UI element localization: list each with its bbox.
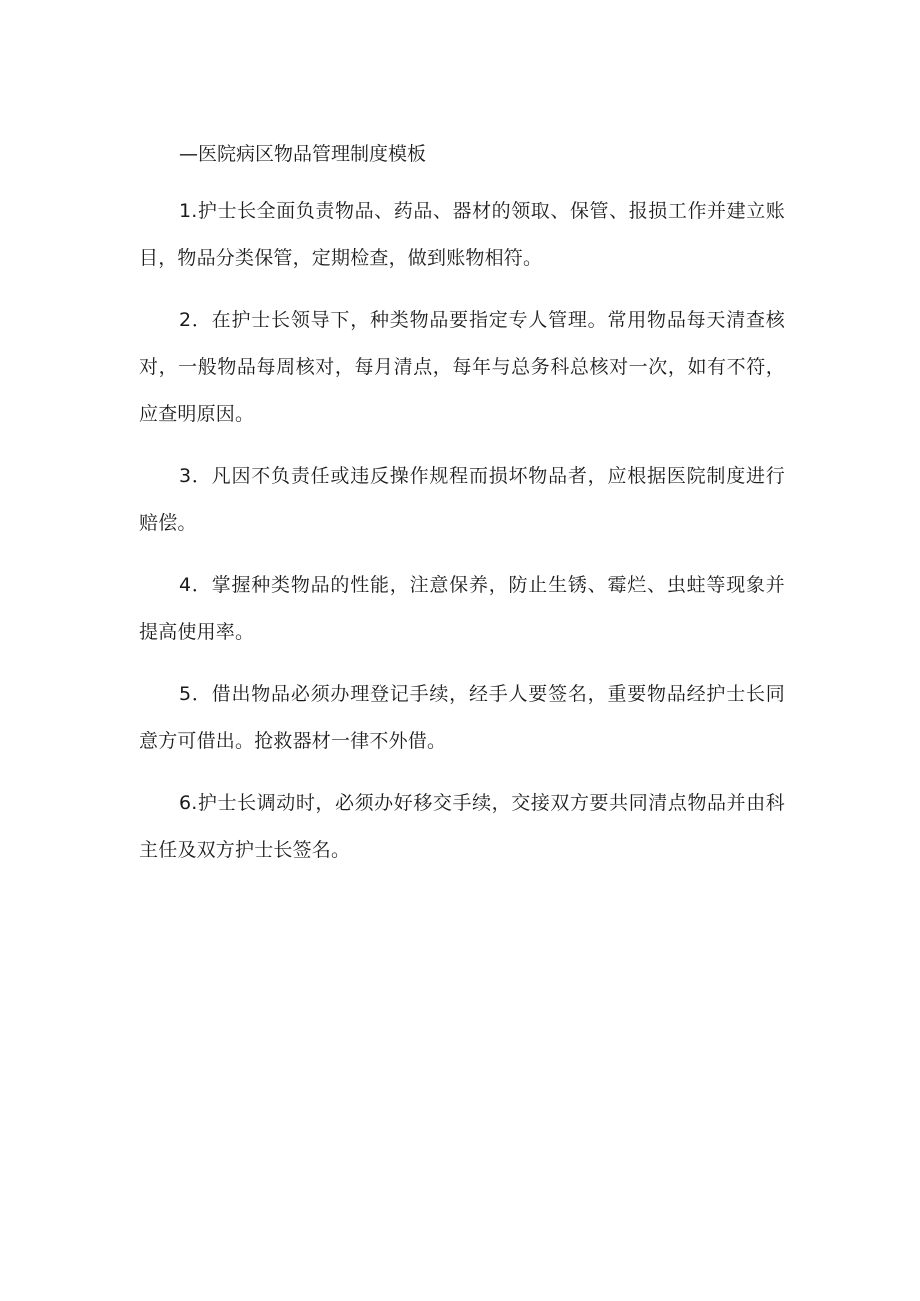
paragraph-6: 6.护士长调动时，必须办好移交手续，交接双方要共同清点物品并由科主任及双方护士长签名。 bbox=[139, 792, 785, 861]
paragraph-5: 5．借出物品必须办理登记手续，经手人要签名，重要物品经护士长同意方可借出。抢救器材一律不外借。 bbox=[139, 683, 785, 752]
paragraph-3: 3．凡因不负责任或违反操作规程而损坏物品者，应根据医院制度进行赔偿。 bbox=[139, 465, 785, 534]
document-body bbox=[139, 136, 785, 889]
paragraph-2: 2．在护士长领导下，种类物品要指定专人管理。常用物品每天清查核对，一般物品每周核对，每月清点，每年与总务科总核对一次，如有不符，应查明原因。 bbox=[139, 309, 785, 425]
document-title: —医院病区物品管理制度模板 bbox=[179, 143, 427, 165]
paragraph-1: 1.护士长全面负责物品、药品、器材的领取、保管、报损工作并建立账目，物品分类保管，定期检查，做到账物相符。 bbox=[139, 200, 785, 269]
paragraph-4: 4．掌握种类物品的性能，注意保养，防止生锈、霉烂、虫蛀等现象并提高使用率。 bbox=[139, 574, 785, 643]
